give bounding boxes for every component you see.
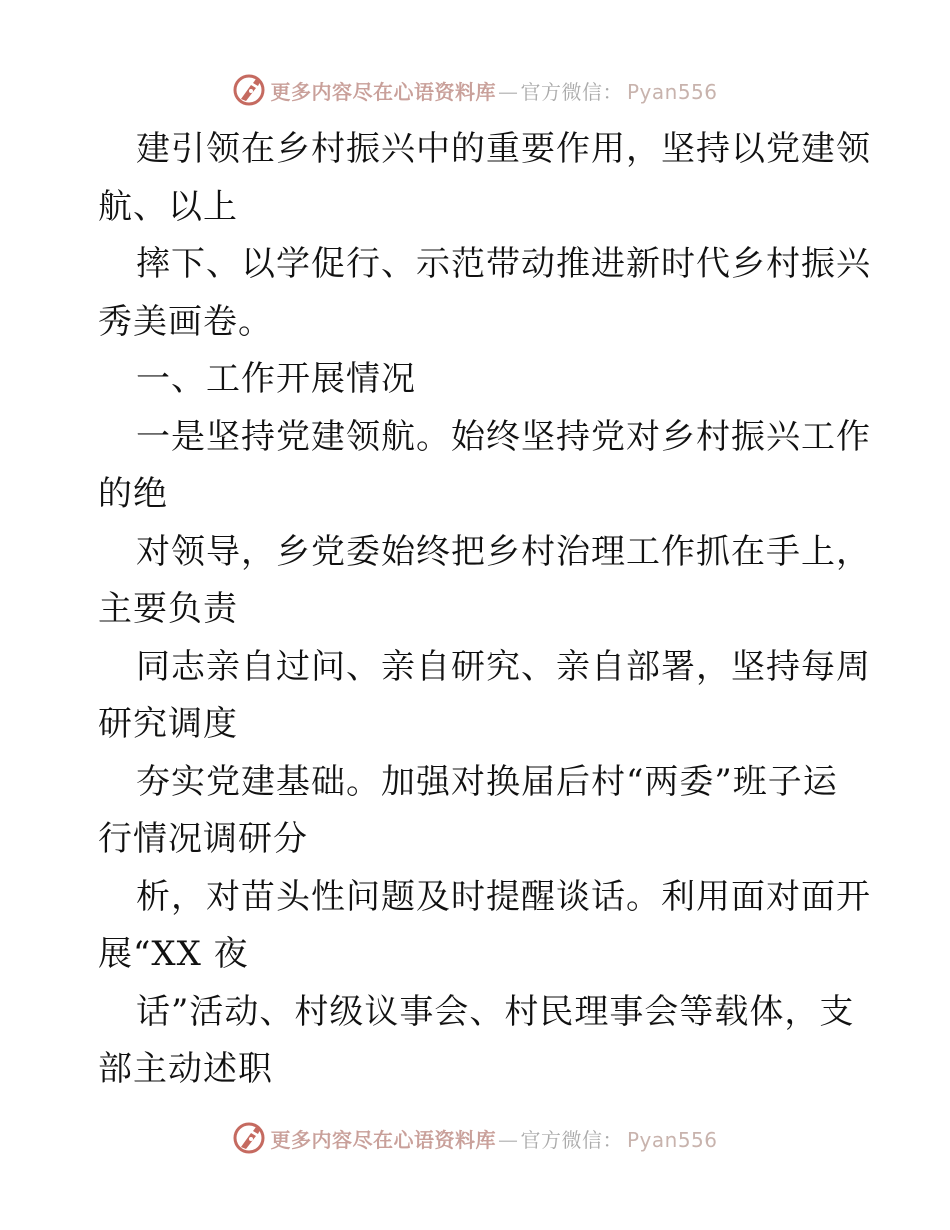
- text-line: 对领导，乡党委始终把乡村治理工作抓在手上，: [136, 531, 871, 572]
- text-line: 建引领在乡村振兴中的重要作用，坚持以党建领: [136, 129, 871, 169]
- text-line: 主要负责: [98, 589, 238, 629]
- text-line: 航、以上: [98, 186, 238, 227]
- text-line: 部主动述职: [98, 1049, 273, 1089]
- pen-nib-circle-logo-icon: [232, 73, 266, 107]
- watermark-dash: —: [497, 79, 519, 104]
- text-line: 展“XX 夜: [98, 934, 249, 974]
- text-line: 秀美画卷。: [98, 301, 273, 342]
- watermark-account: Pyan556: [626, 79, 718, 104]
- watermark-main-text: 更多内容尽在心语资料库: [270, 1127, 496, 1152]
- watermark-footer: [0, 1118, 950, 1158]
- text-line: 研究调度: [98, 704, 238, 744]
- pen-nib-circle-logo-icon: [232, 1121, 266, 1155]
- text-line: 摔下、以学促行、示范带动推进新时代乡村振兴: [136, 244, 871, 284]
- document-body: [98, 121, 871, 1099]
- text-line: 行情况调研分: [98, 819, 308, 859]
- text-line: 析，对苗头性问题及时提醒谈话。利用面对面开: [136, 876, 871, 917]
- watermark-account: Pyan556: [626, 1127, 718, 1152]
- text-line: 夯实党建基础。加强对换届后村“两委”班子运: [136, 761, 838, 802]
- watermark-main-text: 更多内容尽在心语资料库: [270, 79, 496, 104]
- watermark-header: [0, 70, 950, 110]
- watermark-side-text: 官方微信：: [520, 1127, 623, 1152]
- text-line: 同志亲自过问、亲自研究、亲自部署，坚持每周: [136, 646, 871, 687]
- text-line: 一是坚持党建领航。始终坚持党对乡村振兴工作: [136, 416, 871, 457]
- text-line: 的绝: [98, 474, 168, 514]
- watermark-side-text: 官方微信：: [520, 79, 623, 104]
- watermark-dash: —: [497, 1127, 519, 1152]
- text-line: 话”活动、村级议事会、村民理事会等载体，支: [136, 991, 855, 1032]
- section-heading: 一、工作开展情况: [136, 359, 416, 399]
